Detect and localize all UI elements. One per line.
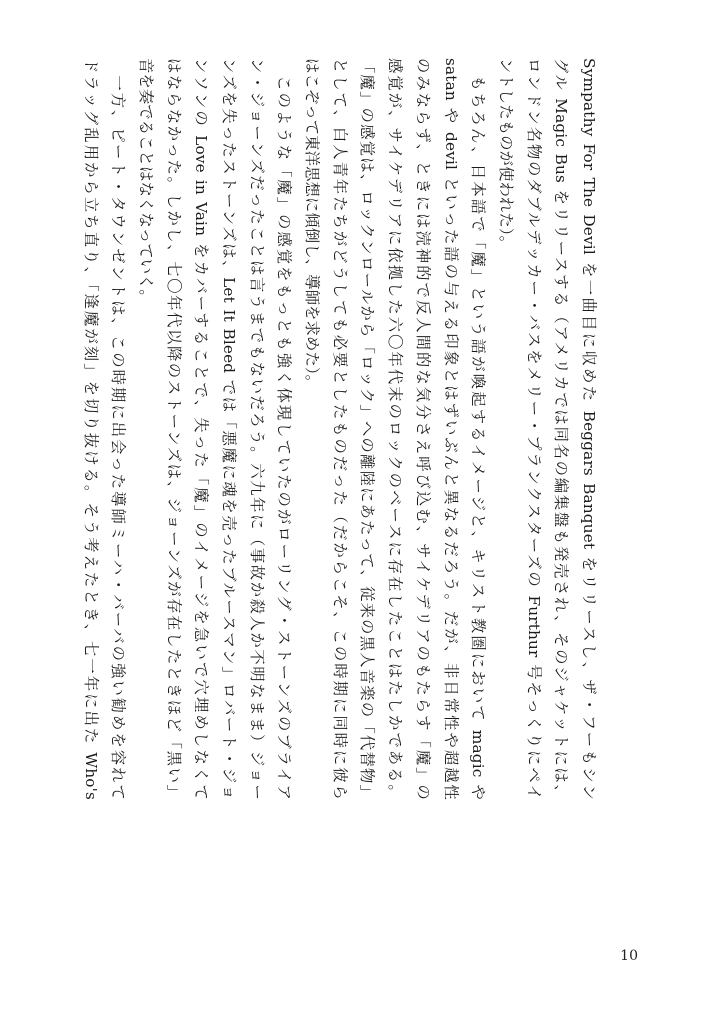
text-line: ン・ジョーンズだったことは言うまでもないだろう。六九年に（事故か殺人か不明なまま）ジョー — [247, 58, 266, 800]
text-line: ロンドン名物のダブルデッカー・バスをメリー・プランクスターズの Furthur 号そっくりにペイ — [524, 58, 543, 800]
text-line: として、白人青年たちがどうしても必要としたものだった（だからこそ、この時期に同時に彼ら — [330, 58, 349, 800]
text-line: ンソンの Love in Vain をカバーすることで、失った「魔」のイメージを急いで穴埋めしなくて — [192, 58, 211, 800]
text-line: もちろん、日本語で「魔」という語が喚起するイメージと、キリスト教圏において magic や — [469, 58, 488, 800]
body-text-rotated — [81, 58, 602, 801]
text-line: はこぞって東洋思想に傾倒し、導師を求めた）。 — [303, 58, 322, 391]
text-line: このような「魔」の感覚をもっとも強く体現していたのがローリング・ストーンズのブライア — [275, 58, 294, 800]
text-line: 音を奏でることはなくなっていく。 — [137, 58, 155, 305]
text-line: 一方、ピート・タウンゼントは、この時期に出会った導師ミーハ・バーバの強い勧めを容れて — [109, 58, 128, 800]
text-line: 「魔」の感覚は、ロックンロールから「ロック」への離陸にあたって、従来の黒人音楽の「代替物」 — [358, 58, 377, 800]
text-line: Sympathy For The Devil を一曲目に収めた Beggars Banquet をリリースし、ザ・フーもシン — [580, 58, 598, 800]
text-line: 感覚が、サイケデリアに依拠した六〇年代末のロックのベースに存在したことはたしかである。 — [386, 58, 405, 800]
page-number: 10 — [620, 948, 638, 964]
text-line: ンズを失ったストーンズは、Let It Bleed では「悪魔に魂を売ったブルースマン」ロバート・ジョ — [220, 58, 239, 800]
text-line: satan や devil といった語の与える印象とはずいぶんと異なるだろう。だが、非日常性や超越性 — [441, 58, 460, 800]
text-line: のみならず、ときには涜神的で反人間的な気分さえ呼び込む、サイケデリアのもたらす「魔」の — [413, 58, 432, 800]
text-line: はならなかった。しかし、七〇年代以降のストーンズは、ジョーンズが存在したときほど「黒い」 — [164, 58, 183, 800]
text-line: ントしたものが使われた）。 — [496, 58, 515, 252]
text-line: ドラッグ乱用から立ち直り、「逢魔が刻」を切り抜ける。そう考えたとき、七一年に出た Who's — [81, 58, 100, 800]
text-line: グル Magic Bus をリリースする（アメリカでは同名の編集盤も発売され、そのジャケットには、 — [552, 58, 571, 801]
body-text-block — [81, 58, 602, 801]
